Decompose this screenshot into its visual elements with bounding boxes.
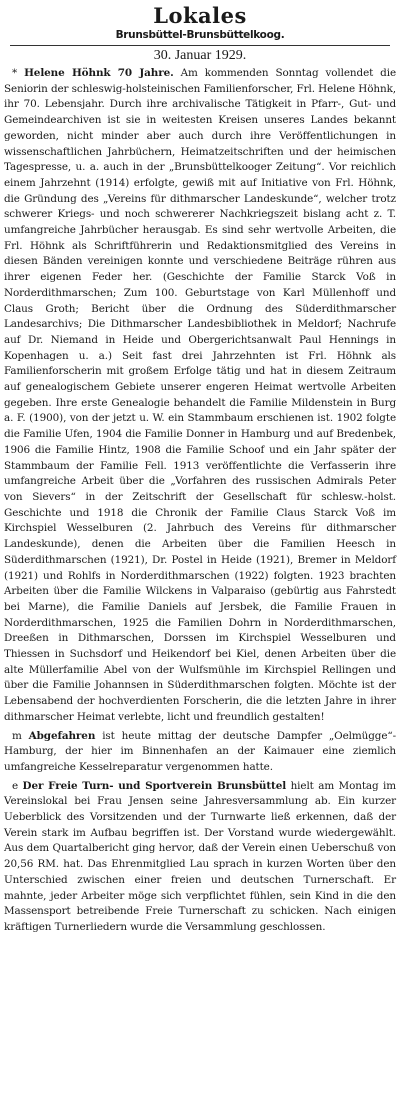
article-body: hielt am Montag im Vereinslokal bei Frau Jensen seine Jahresversammlung ab. Ein kurzer Ueberblick des Vorsitzenden und der Turnwarte ließ erkennen, daß der Verein stark im Aufbau begriffen ist. Der Vorstand wurde wiedergewählt. Aus dem Quartalbericht ging hervor, daß der Verein einen Ueberschuß von 20,56 RM. hat. Das Ehrenmitglied Lau sprach in kurzen Worten über den Unterschied zwischen einer freien und deutschen Turnerschaft. Er mahnte, jeder Arbeiter möge sich verpflichtet fühlen, sein Kind in die den Massensport betreibende Freie Turnerschaft zu schicken. Nach einigen kräftigen Turnerliedern wurde die Versammlung geschlossen. (4, 779, 397, 933)
section-title: Lokales (153, 3, 247, 28)
article-headline: Abgefahren (28, 729, 96, 742)
article-abgefahren (4, 729, 396, 776)
article-turnverein (4, 779, 396, 936)
header-divider (10, 45, 390, 46)
article-body: Am kommenden Sonntag vollendet die Seniorin der schleswig-holsteinischen Familienforscher, Frl. Helene Höhnk, ihr 70. Lebensjahr. Durch ihre archivalische Tätigkeit in Pfarr-, Gut- und Gemeindearchiven ist sie in weitesten Kreisen unseres Landes bekannt geworden, nicht minder aber auch durch ihre Veröffentlichungen in wissenschaftlichen Jahrbüchern, Heimatzeitschriften und der heimischen Tagespresse, u. a. auch in der „Brunsbüttelkooger Zeitung“. Vor reichlich einem Jahrzehnt (1914) erfolgte, gewiß mit auf Initiative von Frl. Höhnk, die Gründung des „Vereins für dithmarscher Landeskunde“, welcher trotz schwerer Kriegs- und noch schwererer Nachkriegszeit bislang acht z. T. umfangreiche Jahrbücher herausgab. Es sind sehr wertvolle Arbeiten, die Frl. Höhnk als Schriftführerin und Redaktionsmitglied des Vereins in diesen Bänden vereinigen konnte und verschiedene Beiträge rühren aus ihrer eigenen Feder her. (Geschichte der Familie Starck Voß in Norderdithmarschen; Zum 100. Geburtstage von Karl Müllenhoff und Claus Groth; Bericht über die Ordnung des Süderdithmarscher Landesarchivs; Die Dithmarscher Landesbibliothek in Meldorf; Nachrufe auf Dr. Niemand in Heide und Obergerichtsanwalt Paul Hennings in Kopenhagen u. a.) Seit fast drei Jahrzehnten ist Frl. Höhnk als Familienforscherin mit großem Erfolge tätig und hat in diesem Zeitraum auf genealogischem Gebiete unserer engeren Heimat wertvolle Arbeiten gegeben. Ihre erste Genealogie behandelt die Familie Mildenstein in Burg a. F. (1900), von der jetzt u. W. ein Stammbaum erschienen ist. 1902 folgte die Familie Ufen, 1904 die Familie Donner in Hamburg und auf Bredenbek, 1906 die Familie Hintz, 1908 die Familie Schoof und ein Jahr später der Stammbaum der Familie Fell. 1913 veröffentlichte die Verfasserin ihre umfangreiche Arbeit über die „Vorfahren des russischen Admirals Peter von Sievers“ in der Zeitschrift der Gesellschaft für schlesw.-holst. Geschichte und 1918 die Chronik der Familie Claus Starck Voß im Kirchspiel Wesselburen (2. Jahrbuch des Vereins für dithmarscher Landeskunde), denen die Arbeiten über die Familien Heesch in Süderdithmarschen (1921), Dr. Postel in Heide (1921), Bremer in Meldorf (1921) und Rohlfs in Norderdithmarschen (1922) folgten. 1923 brachten Arbeiten über die Familie Wilckens in Valparaiso (gebürtig aus Fahrstedt bei Marne), die Familie Daniels auf Jersbek, die Familie Frauen in Norderdithmarschen, 1925 die Familien Dohrn in Norderdithmarschen, Dreeßen in Dithmarschen, Dorssen im Kirchspiel Wesselburen und Thiessen in Suchsdorf und Heikendorf bei Kiel, denen Arbeiten über die alte Müllerfamilie Abel von der Wulfsmühle im Kirchspiel Rellingen und über die Familie Johannsen in Süderdithmarschen folgten. Möchte ist der Lebensabend der hochverdienten Forscherin, die die letzten Jahre in ihrer dithmarscher Heimat verlebte, licht und freundlich gestalten! (4, 67, 396, 723)
article-marker: m (12, 729, 22, 742)
article-marker: * (12, 67, 18, 79)
newspaper-column (4, 4, 396, 936)
dateline: 30. Januar 1929. (153, 48, 247, 63)
article-headline: Der Freie Turn- und Sportverein Brunsbüttel (22, 779, 287, 792)
article-hoehnk (4, 66, 396, 726)
section-subtitle: Brunsbüttel-Brunsbüttelkoog. (115, 29, 285, 41)
article-headline: Helene Höhnk 70 Jahre. (24, 67, 174, 79)
article-marker: e (12, 779, 19, 792)
article-body: ist heute mittag der deutsche Dampfer „Oelmügge“-Hamburg, der hier im Binnenhafen an der Kaimauer eine ziemlich umfangreiche Kesselreparatur vergenommen hatte. (4, 729, 396, 773)
